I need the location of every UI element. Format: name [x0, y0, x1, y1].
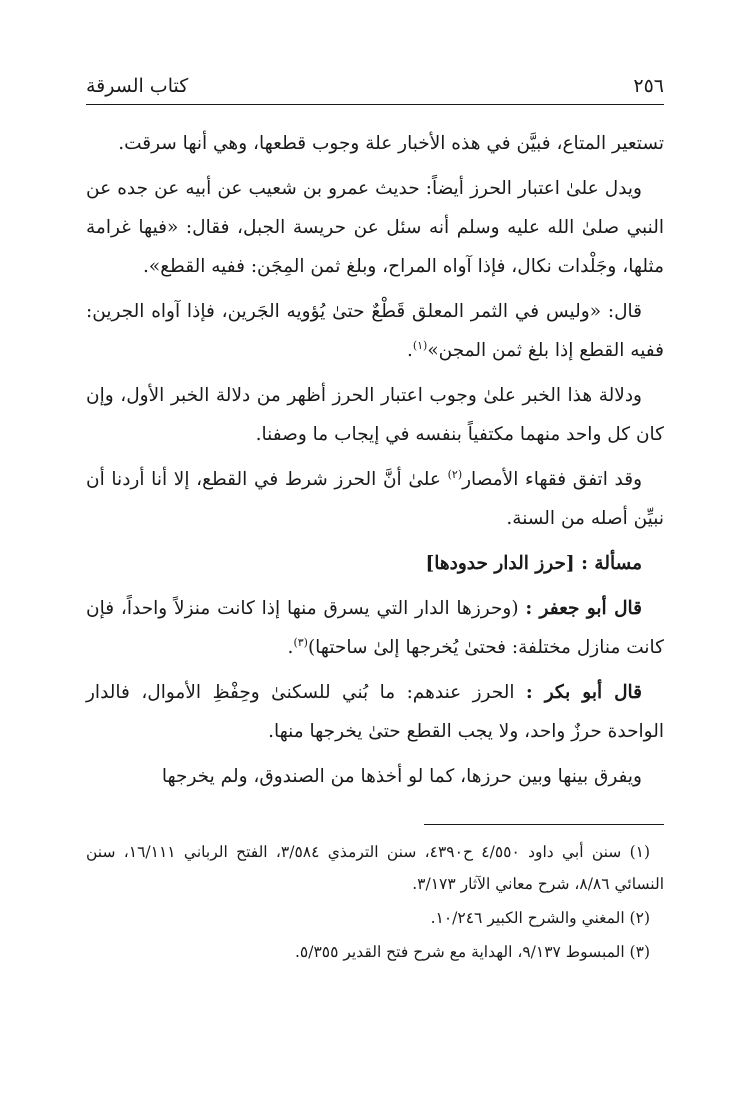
issue-label: مسألة :	[581, 553, 642, 574]
paragraph-6-end: .	[287, 637, 294, 658]
paragraph-4: ودلالة هذا الخبر علىٰ وجوب اعتبار الحرز أظهر من دلالة الخبر الأول، وإن كان كل واحد منهما مكتفياً بنفسه في إيجاب ما وصفنا.	[86, 385, 664, 445]
speaker-abu-bakr: قال أبو بكر :	[525, 682, 643, 703]
paragraph-5	[86, 460, 664, 538]
running-header	[86, 70, 664, 102]
issue-heading	[86, 544, 664, 583]
paragraph-3	[86, 292, 664, 370]
footnote-divider	[424, 824, 664, 825]
paragraph-6-text: (وحرزها الدار التي يسرق منها إذا كانت منزلاً واحداً، فإن كانت منازل مختلفة: فحتىٰ يُخرجها إلىٰ ساحتها)	[86, 598, 664, 658]
footnote-ref-2: (٢)	[447, 467, 463, 481]
paragraph-7-text: الحرز عندهم: ما بُني للسكنىٰ وحِفْظِ الأموال، فالدار الواحدة حرزٌ واحد، ولا يجب القطع حتىٰ يخرجها منها.	[86, 682, 664, 742]
header-divider	[86, 104, 664, 105]
paragraph-7	[86, 673, 664, 751]
paragraph-6	[86, 589, 664, 667]
page-number: ٢٥٦	[633, 75, 664, 97]
paragraph-3-end: .	[406, 340, 413, 361]
footnote-ref-1: (١)	[412, 338, 428, 352]
issue-title: [حرز الدار حدودها]	[425, 553, 582, 574]
footnote-2: (٢) المغني والشرح الكبير ١٠/٢٤٦.	[430, 909, 650, 927]
main-text	[86, 124, 664, 802]
speaker-abu-jafar: قال أبو جعفر :	[525, 598, 642, 619]
paragraph-2: ويدل علىٰ اعتبار الحرز أيضاً: حديث عمرو بن شعيب عن أبيه عن جده عن النبي صلىٰ الله عليه وسلم أنه سئل عن حريسة الجبل، فقال: «فيها غرامة مثلها، وجَلْدات نكال، فإذا آواه المراح، وبلغ ثمن المِجَن: ففيه القطع».	[86, 178, 664, 277]
book-title: كتاب السرقة	[86, 75, 189, 97]
footnote-ref-3: (٣)	[293, 635, 308, 649]
paragraph-5-rest: علىٰ أنَّ الحرز شرط في القطع، إلا أنا أردنا أن نبيِّن أصله من السنة.	[86, 469, 664, 529]
paragraph-1: تستعير المتاع، فبيَّن في هذه الأخبار علة وجوب قطعها، وهي أنها سرقت.	[118, 133, 664, 154]
paragraph-5-start: وقد اتفق فقهاء الأمصار	[462, 469, 643, 490]
footnotes	[86, 836, 664, 970]
footnote-3: (٣) المبسوط ٩/١٣٧، الهداية مع شرح فتح القدير ٥/٣٥٥.	[294, 943, 650, 961]
paragraph-3-text: قال: «وليس في الثمر المعلق قَطْعٌ حتىٰ يُؤويه الجَرين، فإذا آواه الجرين: ففيه القطع إذا بلغ ثمن المجن»	[86, 301, 664, 361]
paragraph-8: ويفرق بينها وبين حرزها، كما لو أخذها من الصندوق، ولم يخرجها	[161, 766, 642, 787]
footnote-1: (١) سنن أبي داود ٤/٥٥٠ ح٤٣٩٠، سنن الترمذي ٣/٥٨٤، الفتح الرباني ١٦/١١١، سنن النسائي ٨/٨٦، شرح معاني الآثار ٣/١٧٣.	[86, 843, 664, 893]
